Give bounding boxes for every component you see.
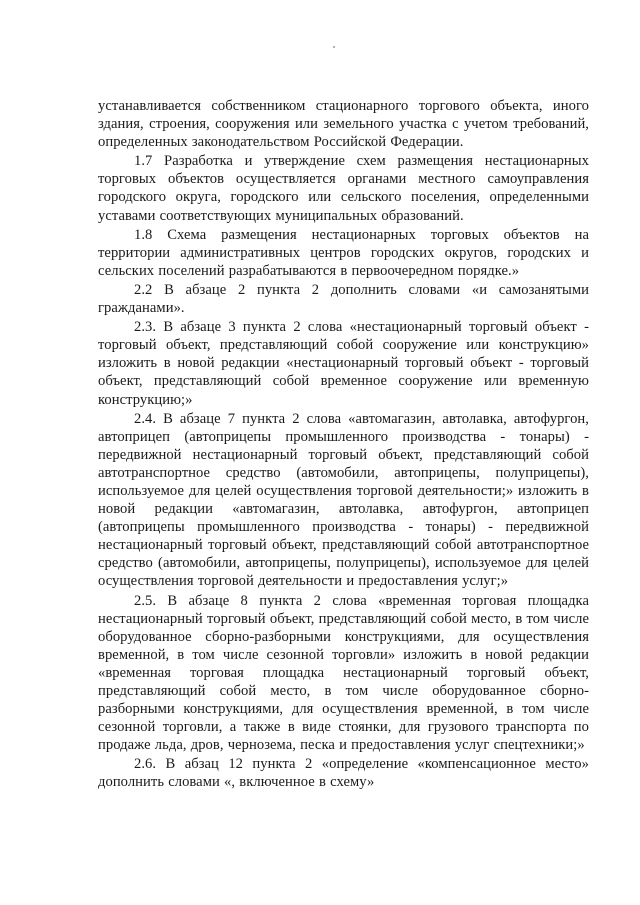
paragraph-1-8: 1.8 Схема размещения нестационарных торговых объектов на территории административных центров городских округов, городских и сельских поселений разрабатываются в первоочередном порядке.» [98,226,589,279]
paragraph-2-6: 2.6. В абзац 12 пункта 2 «определение «компенсационное место» дополнить словами «, включенное в схему» [98,756,589,791]
paragraph-continuation: устанавливается собственником стационарного торгового объекта, иного здания, строения, сооружения или земельного участка с учетом требований, определенных законодательством Российской Федерации. [98,98,589,151]
paragraph-2-5: 2.5. В абзаце 8 пункта 2 слова «временная торговая площадка нестационарный торговый объект, представляющий собой место, в том числе оборудованное сборно-разборными конструкциями, для осуществления временной, в том числе сезонной торговли» изложить в новой редакции «временная торговая площадка нестационарный торговый объект, представляющий собой место, в том числе оборудованное сборно-разборными конструкциями, для осуществления временной, в том числе сезонной торговли, а также в виде стоянки, для грузового транспорта по продаже льда, дров, чернозема, песка и предоставления услуг спецтехники;» [98,592,589,754]
paragraph-1-7: 1.7 Разработка и утверждение схем размещения нестационарных торговых объектов осуществляется органами местного самоуправления городского округа, городского или сельского поселения, определенными уставами соответствующих муниципальных образований. [98,153,589,224]
document-body [98,97,589,792]
paragraph-2-4: 2.4. В абзаце 7 пункта 2 слова «автомагазин, автолавка, автофургон, автоприцеп (автоприцепы промышленного производства - тонары) - передвижной нестационарный торговый объект, представляющий собой автотранспортное средство (автомобили, автоприцепы, полуприцепы), используемое для целей осуществления торговой деятельности;» изложить в новой редакции «автомагазин, автолавка, автофургон, автоприцеп (автоприцепы промышленного производства - тонары) - передвижной нестационарный торговый объект, представляющий собой автотранспортное средство (автомобили, автоприцепы, полуприцепы), используемое для целей осуществления торговой деятельности и предоставления услуг;» [98,410,589,590]
paragraph-2-2: 2.2 В абзаце 2 пункта 2 дополнить словами «и самозанятыми гражданами». [98,281,589,317]
paragraph-2-3: 2.3. В абзаце 3 пункта 2 слова «нестационарный торговый объект - торговый объект, представляющий собой сооружение или конструкцию» изложить в новой редакции «нестационарный торговый объект - торговый объект, представляющий собой временное сооружение или временную конструкцию;» [98,319,589,408]
scan-speck [333,46,335,48]
